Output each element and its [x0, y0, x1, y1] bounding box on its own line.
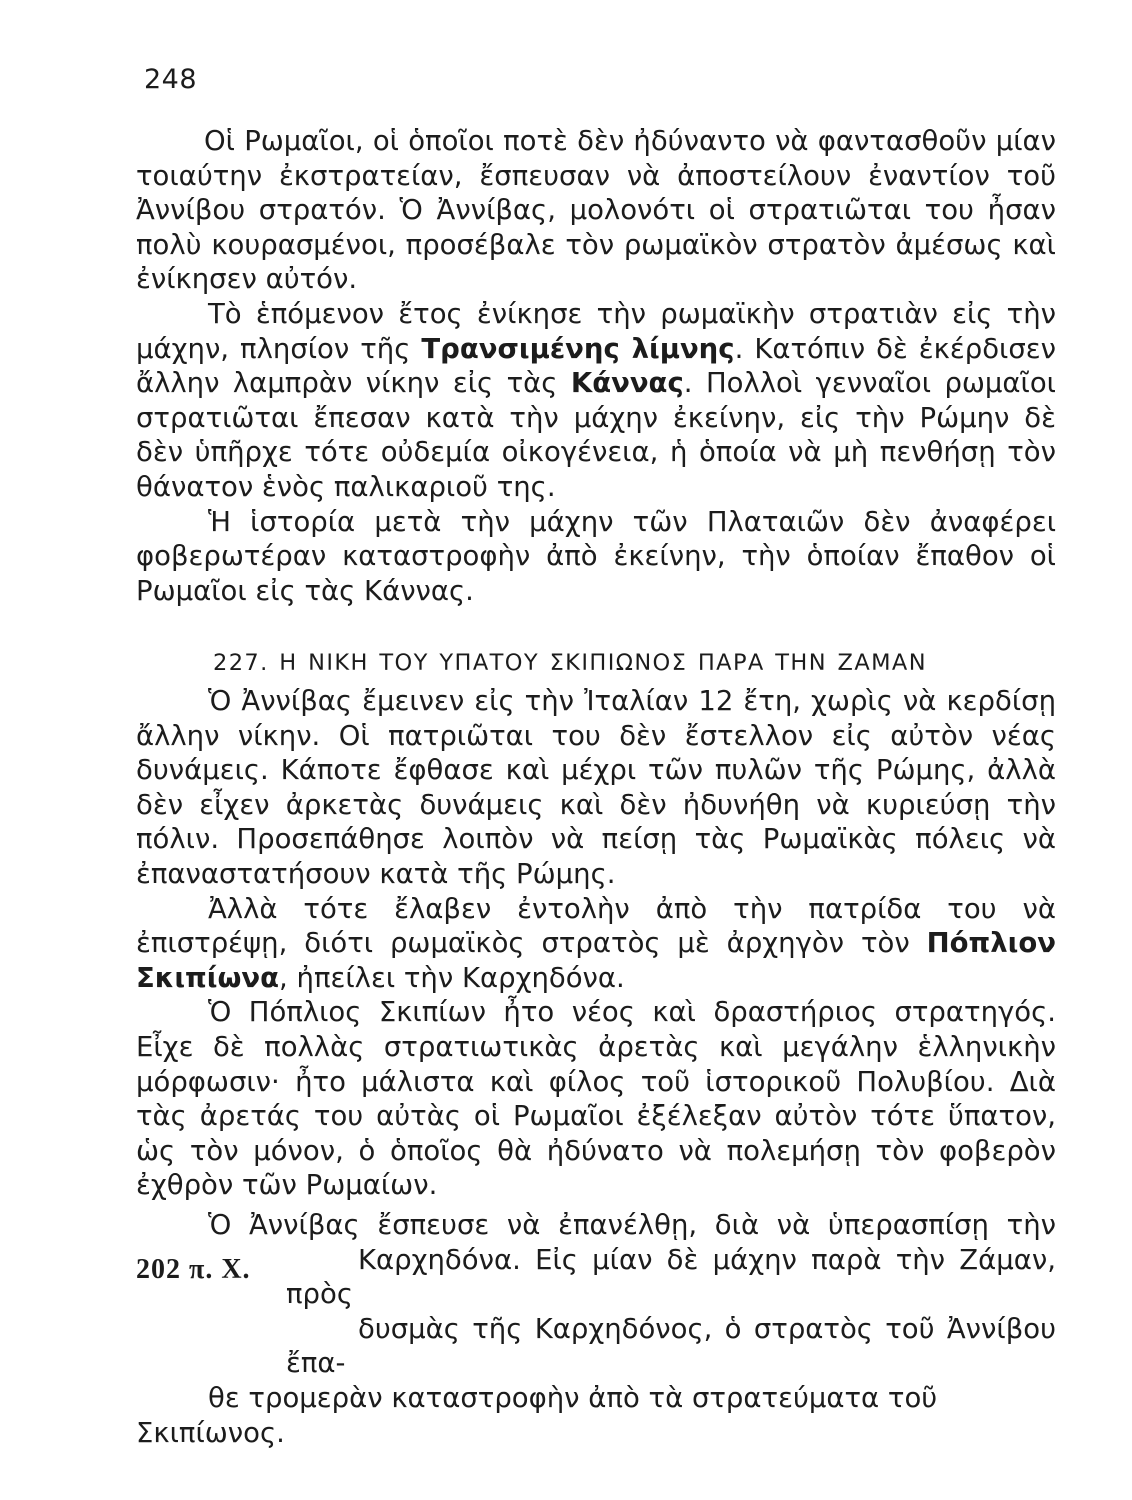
text-line: θε τρομερὰν καταστροφὴν ἀπὸ τὰ στρατεύματα τοῦ Σκιπίωνος.	[136, 1381, 938, 1449]
text-line: Ὁ Ἀννίβας ἔσπευσε νὰ ἐπανέλθῃ, διὰ νὰ ὑπερασπίσῃ τὴν	[208, 1209, 1056, 1241]
text-line: δυσμὰς τῆς Καρχηδόνος, ὁ στρατὸς τοῦ Ἀννίβου ἔπα-	[286, 1312, 1056, 1380]
bold-term-cannae: Κάννας	[570, 367, 684, 400]
text-run: Ἀλλὰ τότε ἔλαβεν ἐντολὴν ἀπὸ τὴν πατρίδα του νὰ ἐπιστρέψῃ, διότι ρωμαϊκὸς στρατὸς μὲ ἀρχηγὸν τὸν	[136, 892, 1056, 960]
section-heading: 227. Η ΝΙΚΗ ΤΟΥ ΥΠΑΤΟΥ ΣΚΙΠΙΩΝΟΣ ΠΑΡΑ ΤΗΝ ΖΑΜΑΝ	[213, 650, 927, 676]
text-section-1	[136, 124, 1056, 608]
bold-term-transimene: Τρανσιμένης λίμνης	[421, 332, 735, 365]
text-section-2	[136, 684, 1056, 1203]
text-run: Τὸ ἑπόμενον ἔτος ἐνίκησε τὴν ρωμαϊκὴν στρατιὰν εἰς τὴν μάχην, πλησίον τῆς	[136, 297, 1056, 365]
page-number: 248	[144, 64, 198, 95]
paragraph: Οἱ Ρωμαῖοι, οἱ ὁποῖοι ποτὲ δὲν ἠδύναντο νὰ φαντασθοῦν μίαν τοιαύτην ἐκστρατείαν, ἔσπευσαν νὰ ἀποστείλουν ἐναντίον τοῦ Ἀννίβου στρατόν. Ὁ Ἀννίβας, μολονότι οἱ στρατιῶται του ἦσαν πολὺ κουρασμένοι, προσέβαλε τὸν ρωμαϊκὸν στρατὸν ἀμέσως καὶ ἐνίκησεν αὐτόν.	[136, 125, 1056, 296]
text-run: . Πολλοὶ γενναῖοι ρωμαῖοι στρατιῶται ἔπεσαν κατὰ τὴν μάχην ἐκείνην, εἰς τὴν Ρώμην δὲ δὲν ὑπῆρχε τότε οὐδεμία οἰκογένεια, ἡ ὁποία νὰ μὴ πενθήσῃ τὸν θάνατον ἑνὸς παλικαριοῦ της.	[136, 367, 1056, 503]
bold-term-scipio: Πόπλιον Σκιπίωνα	[136, 927, 1056, 994]
paragraph	[136, 892, 1056, 996]
text-run: . Κατόπιν δὲ ἐκέρδισεν ἄλλην λαμπρὰν νίκην εἰς τὰς	[136, 332, 1056, 400]
paragraph: Ὁ Πόπλιος Σκιπίων ἦτο νέος καὶ δραστήριος στρατηγός. Εἶχε δὲ πολλὰς στρατιωτικὰς ἀρετὰς καὶ μεγάλην ἑλληνικὴν μόρφωσιν· ἦτο μάλιστα καὶ φίλος τοῦ ἱστορικοῦ Πολυβίου. Διὰ τὰς ἀρετάς του αὐτὰς οἱ Ρωμαῖοι ἐξέλεξαν αὐτὸν τότε ὕπατον, ὡς τὸν μόνον, ὁ ὁποῖος θὰ ἠδύνατο νὰ πολεμήσῃ τὸν φοβερὸν ἐχθρὸν τῶν Ρωμαίων.	[136, 996, 1056, 1202]
paragraph	[136, 297, 1056, 505]
margin-date: 202 π. Χ.	[136, 1254, 251, 1285]
text-line: Καρχηδόνα. Εἰς μίαν δὲ μάχην παρὰ τὴν Ζάμαν, πρὸς	[286, 1243, 1056, 1311]
text-section-3	[136, 1208, 1056, 1450]
text-run: , ἠπείλει τὴν Καρχηδόνα.	[279, 961, 625, 994]
paragraph: Ἡ ἱστορία μετὰ τὴν μάχην τῶν Πλαταιῶν δὲν ἀναφέρει φοβερωτέραν καταστροφὴν ἀπὸ ἐκείνην, τὴν ὁποίαν ἔπαθον οἱ Ρωμαῖοι εἰς τὰς Κάννας.	[136, 505, 1056, 607]
paragraph: Ὁ Ἀννίβας ἔμεινεν εἰς τὴν Ἰταλίαν 12 ἔτη, χωρὶς νὰ κερδίσῃ ἄλλην νίκην. Οἱ πατριῶται του δὲν ἔστελλον εἰς αὐτὸν νέας δυνάμεις. Κάποτε ἔφθασε καὶ μέχρι τῶν πυλῶν τῆς Ρώμης, ἀλλὰ δὲν εἶχεν ἀρκετὰς δυνάμεις καὶ δὲν ἠδυνήθη νὰ κυριεύσῃ τὴν πόλιν. Προσεπάθησε λοιπὸν νὰ πείσῃ τὰς Ρωμαϊκὰς πόλεις νὰ ἐπαναστατήσουν κατὰ τῆς Ρώμης.	[136, 685, 1056, 890]
